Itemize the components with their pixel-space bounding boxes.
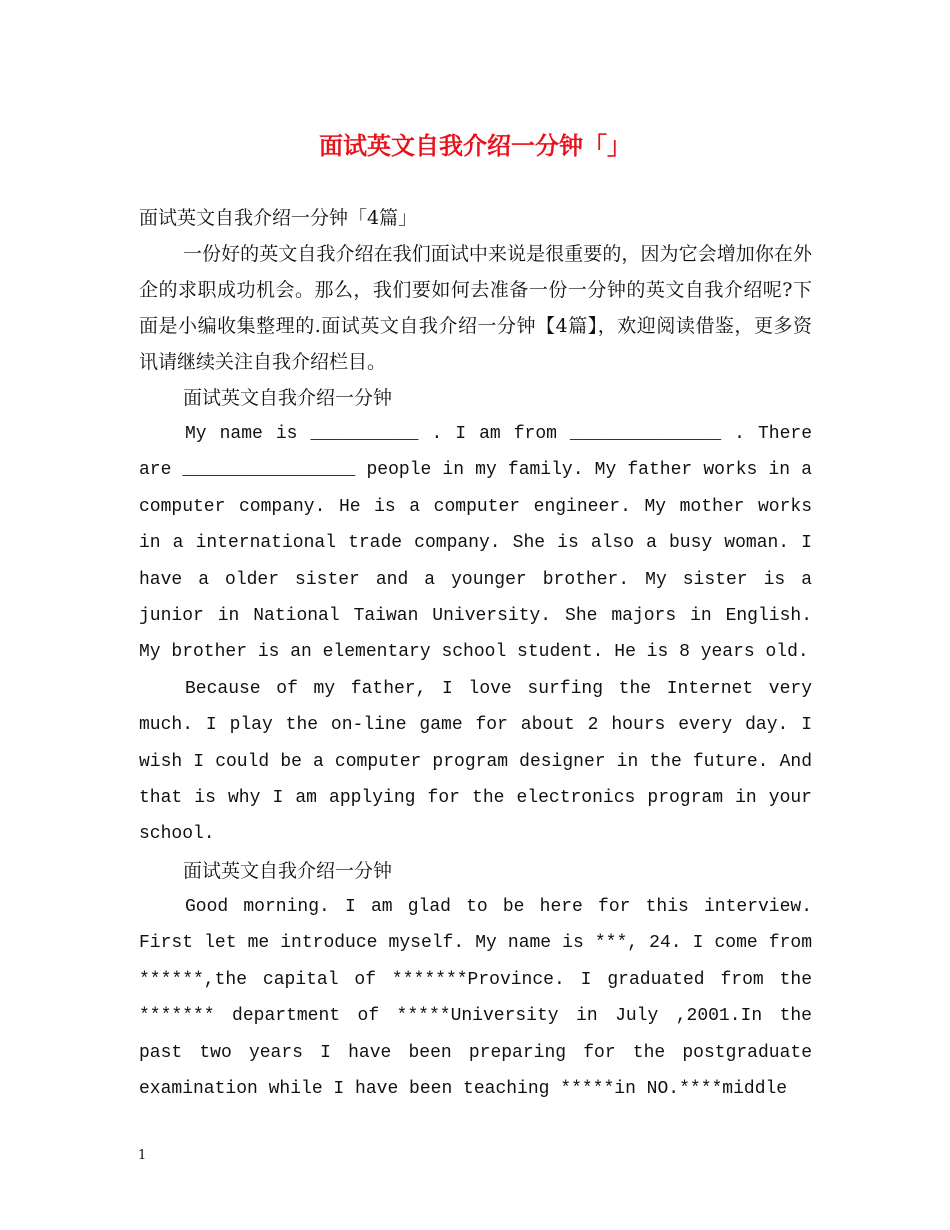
intro-paragraph: 一份好的英文自我介绍在我们面试中来说是很重要的，因为它会增加你在外企的求职成功机会。那么，我们要如何去准备一份一分钟的英文自我介绍呢?下面是小编收集整理的.面试英文自我介绍一分钟【4篇】，欢迎阅读借鉴，更多资讯请继续关注自我介绍栏目。 [139, 243, 812, 373]
section-heading: 面试英文自我介绍一分钟 [183, 859, 393, 882]
document-title: 面试英文自我介绍一分钟「」 [319, 132, 631, 160]
document-subtitle: 面试英文自我介绍一分钟「4篇」 [139, 207, 418, 229]
body-paragraph: Because of my father, I love surfing the Internet very much. I play the on-line game for about 2 hours every day. I wish I could be a computer program designer in the future. And that is why I am applying for the electronics program in your school. [139, 678, 812, 845]
page-number: 1 [138, 1148, 147, 1163]
body-paragraph: Good morning. I am glad to be here for this interview. First let me introduce myself. My name is ***, 24. I come from ******,the capital of *******Province. I graduated from the ******* department of *****University in July ,2001.In the past two years I have been preparing for the postgraduate examination while I have been teaching *****in NO.****middle [139, 896, 812, 1099]
document-body [139, 200, 812, 1107]
body-paragraph: My name is __________ . I am from ______________ . There are ________________ people in my family. My father works in a computer company. He is a computer engineer. My mother works in a international trade company. She is also a busy woman. I have a older sister and a younger brother. My sister is a junior in National Taiwan University. She majors in English. My brother is an elementary school student. He is 8 years old. [139, 424, 812, 663]
section-heading: 面试英文自我介绍一分钟 [183, 387, 393, 409]
